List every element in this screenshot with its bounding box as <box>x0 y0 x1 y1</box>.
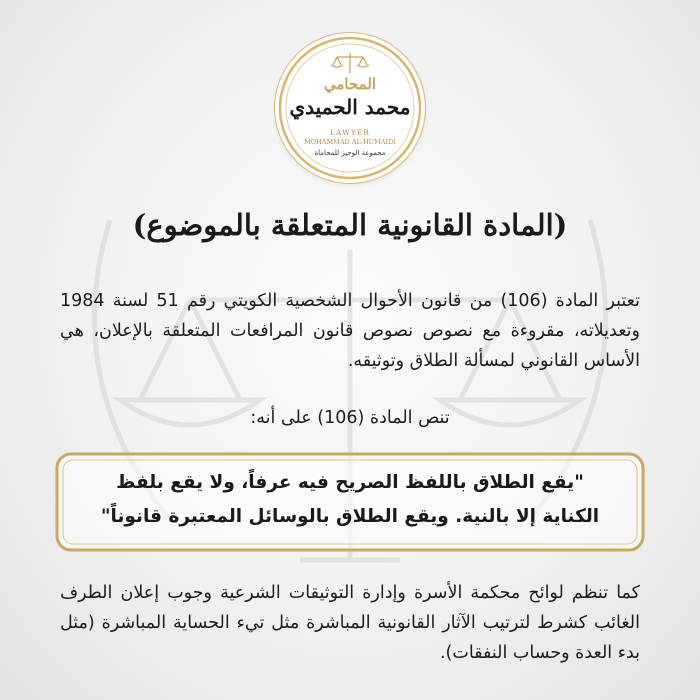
logo-title-line1: المحامي <box>323 75 377 93</box>
logo-english-line1: LAWYER <box>330 128 370 137</box>
logo-english-line2: MOHAMMAD AL-HUMAIDI <box>304 138 396 146</box>
page-heading: (المادة القانونية المتعلقة بالموضوع) <box>132 208 568 242</box>
article-quote-text: "يقع الطلاق باللفظ الصريح فيه عرفاً، ولا يقع بلفظ الكناية إلا بالنية. ويقع الطلاق بالوسائل المعتبرة قانوناً" <box>100 472 600 527</box>
paragraph-family-court: كما تنظم لوائح محكمة الأسرة وإدارة التوثيقات الشرعية وجوب إعلان الطرف الغائب كشرط لترتيب الآثار القانونية المباشرة مثل تيء الحساية المباشرة (مثل بدء العدة وحساب النفقات). <box>60 583 640 663</box>
lawyer-logo <box>275 33 425 183</box>
article-quote-box <box>55 452 645 552</box>
paragraph-legal-basis: تعتبر المادة (106) من قانون الأحوال الشخصية الكويتي رقم 51 لسنة 1984 وتعديلاته، مقروءة مع نصوص نصوص قانون المرافعات المتعلقة بالإعلان، هي الأساس القانوني لمسألة الطلاق وتوثيقه. <box>60 291 640 371</box>
article-intro: تنص المادة (106) على أنه: <box>250 408 450 428</box>
logo-subtitle: مجموعة الوجيز للمحاماة <box>314 149 386 157</box>
logo-title-line2: محمد الحميدي <box>289 95 411 119</box>
